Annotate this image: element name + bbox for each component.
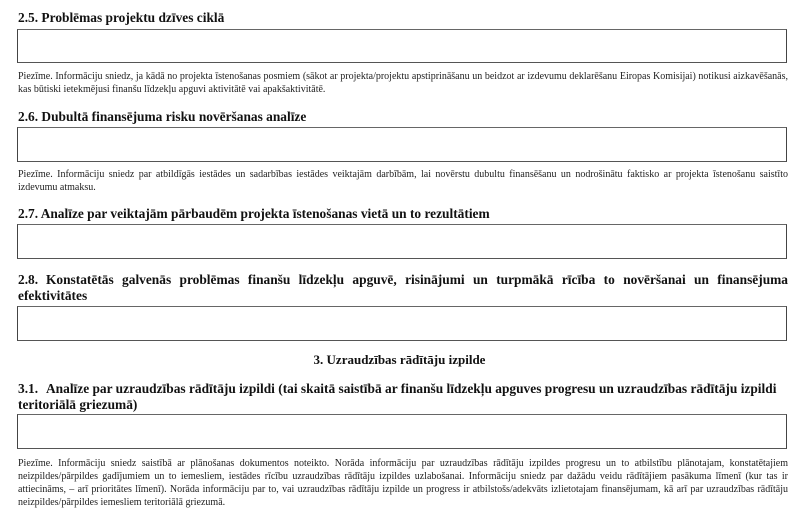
section-2-8-input[interactable] bbox=[17, 306, 787, 341]
section-2-6-heading: 2.6. Dubultā finansējuma risku novēršanas analīze bbox=[18, 109, 307, 124]
section-3-1-note: Piezīme. Informāciju sniedz saistībā ar plānošanas dokumentos noteikto. Norāda informāciju par uzraudzības rādītāju izpildes progresu un to atbilstību plānotajam, konstatētajiem neizpildes/pārpildes gadījumiem un to iemesliem, iestādes rīcību uzraudzības rādītāju izpildes uzlabošanai. Informāciju sniedz par dažādu veidu rādītājiem pasākuma līmenī (kur tas ir attiecināms, – arī prioritātes līmenī). Norāda informāciju par to, vai uzraudzības rādītāju izpilde un progress ir atbilstošs/adekvāts izlietotajam finansējumam, kā arī par uzraudzības rādītāju neizpildes/pārpildes iemesliem teritoriālā griezumā. bbox=[18, 458, 788, 508]
section-3-1-input[interactable] bbox=[17, 414, 787, 449]
section-3-1-title-line1: Analīze par uzraudzības rādītāju izpildi (tai skaitā saistībā ar finanšu līdzekļu apguves progresu un uzraudzības rādītāju izpildi bbox=[46, 381, 777, 396]
chapter-3-title: 3. Uzraudzības rādītāju izpilde bbox=[313, 352, 486, 367]
section-2-6-input[interactable] bbox=[17, 127, 787, 162]
section-3-1-heading bbox=[18, 381, 788, 413]
section-2-5-note: Piezīme. Informāciju sniedz, ja kādā no projekta īstenošanas posmiem (sākot ar projekta/projektu apstiprināšanu un beidzot ar izdevumu deklarēšanu Eiropas Komisijai) notikusi aizkavēšanās, kas būtiski ietekmējusi finanšu līdzekļu apguvi aktivitātē vai apakšaktivitātē. bbox=[18, 71, 788, 95]
section-2-7-input[interactable] bbox=[17, 224, 787, 259]
section-3-1-title-line2: teritoriālā griezumā) bbox=[18, 397, 138, 412]
section-2-5-heading: 2.5. Problēmas projektu dzīves ciklā bbox=[18, 10, 225, 25]
section-3-1-number: 3.1. bbox=[18, 381, 39, 396]
section-2-5-input[interactable] bbox=[17, 29, 787, 63]
section-2-8-title-line1: Konstatētās galvenās problēmas finanšu līdzekļu apguvē, risinājumi un turpmākā rīcība to novēršanai un finansējuma efektivitātes bbox=[18, 272, 788, 303]
section-2-8-number: 2.8. bbox=[18, 272, 39, 287]
section-2-7-heading: 2.7. Analīze par veiktajām pārbaudēm projekta īstenošanas vietā un to rezultātiem bbox=[18, 206, 490, 221]
section-2-6-note: Piezīme. Informāciju sniedz par atbildīgās iestādes un sadarbības iestādes veiktajām darbībām, lai novērstu dubultu finansēšanu un nodrošinātu faktisko ar projekta īstenošanu saistīto izdevumu atmaksu. bbox=[18, 169, 788, 193]
